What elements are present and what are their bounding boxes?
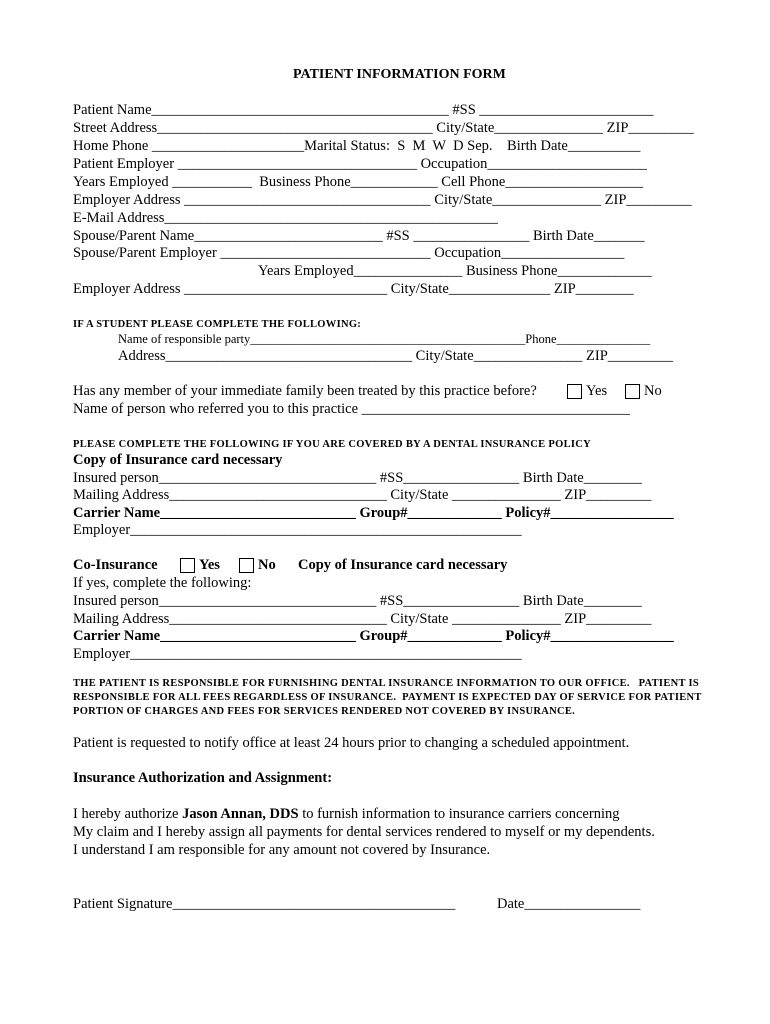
patient-signature-line[interactable]: Patient Signature_______________________________________ bbox=[73, 896, 456, 912]
co-insured-person-line[interactable]: Insured person______________________________ #SS________________ Birth Date________ bbox=[73, 593, 642, 609]
family-no-label: No bbox=[644, 383, 662, 399]
co-carrier-name-line[interactable]: Carrier Name___________________________ Group#_____________ Policy#_________________ bbox=[73, 628, 674, 644]
spouse-employer-address-line[interactable]: Employer Address ____________________________ City/State______________ ZIP________ bbox=[73, 281, 634, 297]
authorization-line-2: My claim and I hereby assign all payments for dental services rendered to myself or my dependents. bbox=[73, 824, 655, 840]
authorization-post: to furnish information to insurance carriers concerning bbox=[298, 806, 620, 822]
coinsurance-yes-checkbox[interactable] bbox=[180, 558, 195, 573]
insurance-employer-line[interactable]: Employer______________________________________________________ bbox=[73, 522, 522, 538]
carrier-name-line[interactable]: Carrier Name___________________________ Group#_____________ Policy#_________________ bbox=[73, 505, 674, 521]
street-address-line[interactable]: Street Address______________________________________ City/State_______________ ZIP_________ bbox=[73, 120, 694, 136]
email-address-line[interactable]: E-Mail Address______________________________________________ bbox=[73, 210, 498, 226]
coinsurance-copy-notice: Copy of Insurance card necessary bbox=[298, 557, 508, 573]
co-employer-line[interactable]: Employer______________________________________________________ bbox=[73, 646, 522, 662]
authorization-heading: Insurance Authorization and Assignment: bbox=[73, 770, 333, 786]
family-no-checkbox[interactable] bbox=[625, 384, 640, 399]
student-address-line[interactable]: Address__________________________________ City/State_______________ ZIP_________ bbox=[118, 348, 674, 364]
coinsurance-no-label: No bbox=[258, 557, 276, 573]
form-title: PATIENT INFORMATION FORM bbox=[293, 67, 506, 82]
notice-line-2: RESPONSIBLE FOR ALL FEES REGARDLESS OF INSURANCE. PAYMENT IS EXPECTED DAY OF SERVICE FOR PATIENT bbox=[73, 692, 702, 703]
years-employed-line[interactable]: Years Employed ___________ Business Phone____________ Cell Phone___________________ bbox=[73, 174, 644, 190]
insured-person-line[interactable]: Insured person______________________________ #SS________________ Birth Date________ bbox=[73, 470, 642, 486]
spouse-parent-employer-line[interactable]: Spouse/Parent Employer _____________________________ Occupation_________________ bbox=[73, 245, 625, 261]
spouse-parent-name-line[interactable]: Spouse/Parent Name__________________________ #SS ________________ Birth Date_______ bbox=[73, 228, 645, 244]
home-phone-line[interactable]: Home Phone _____________________Marital Status: S M W D Sep. Birth Date__________ bbox=[73, 138, 641, 154]
responsible-party-line[interactable]: Name of responsible party____________________________________________Phone_______________ bbox=[118, 332, 651, 346]
mailing-address-line[interactable]: Mailing Address______________________________ City/State _______________ ZIP_________ bbox=[73, 487, 652, 503]
notice-line-1: THE PATIENT IS RESPONSIBLE FOR FURNISHING DENTAL INSURANCE INFORMATION TO OUR OFFICE. PATIENT IS bbox=[73, 678, 700, 689]
signature-date-line[interactable]: Date________________ bbox=[497, 896, 641, 912]
authorization-pre: I hereby authorize bbox=[73, 806, 183, 822]
notice-line-3: PORTION OF CHARGES AND FEES FOR SERVICES RENDERED NOT COVERED BY INSURANCE. bbox=[73, 706, 576, 717]
insurance-copy-notice: Copy of Insurance card necessary bbox=[73, 452, 283, 468]
co-mailing-address-line[interactable]: Mailing Address______________________________ City/State _______________ ZIP_________ bbox=[73, 611, 652, 627]
coinsurance-yes-label: Yes bbox=[199, 557, 220, 573]
insurance-heading: PLEASE COMPLETE THE FOLLOWING IF YOU ARE COVERED BY A DENTAL INSURANCE POLICY bbox=[73, 439, 592, 450]
employer-address-line[interactable]: Employer Address __________________________________ City/State_______________ ZIP_________ bbox=[73, 192, 692, 208]
notify-office-text: Patient is requested to notify office at least 24 hours prior to changing a scheduled appointment. bbox=[73, 735, 630, 751]
doctor-name: Jason Annan, DDS bbox=[182, 806, 299, 822]
patient-employer-line[interactable]: Patient Employer _________________________________ Occupation______________________ bbox=[73, 156, 647, 172]
family-treated-question: Has any member of your immediate family been treated by this practice before? bbox=[73, 383, 537, 399]
spouse-years-employed-line[interactable]: Years Employed_______________ Business Phone_____________ bbox=[258, 263, 652, 279]
coinsurance-if-yes: If yes, complete the following: bbox=[73, 575, 252, 591]
family-yes-checkbox[interactable] bbox=[567, 384, 582, 399]
authorization-line-1 bbox=[73, 806, 619, 823]
coinsurance-no-checkbox[interactable] bbox=[239, 558, 254, 573]
coinsurance-label: Co-Insurance bbox=[73, 557, 158, 573]
patient-name-line[interactable]: Patient Name_________________________________________ #SS ________________________ bbox=[73, 102, 654, 118]
referred-by-line[interactable]: Name of person who referred you to this practice _____________________________________ bbox=[73, 401, 630, 417]
student-heading: IF A STUDENT PLEASE COMPLETE THE FOLLOWING: bbox=[73, 319, 362, 330]
authorization-line-3: I understand I am responsible for any amount not covered by Insurance. bbox=[73, 842, 491, 858]
family-yes-label: Yes bbox=[586, 383, 608, 399]
